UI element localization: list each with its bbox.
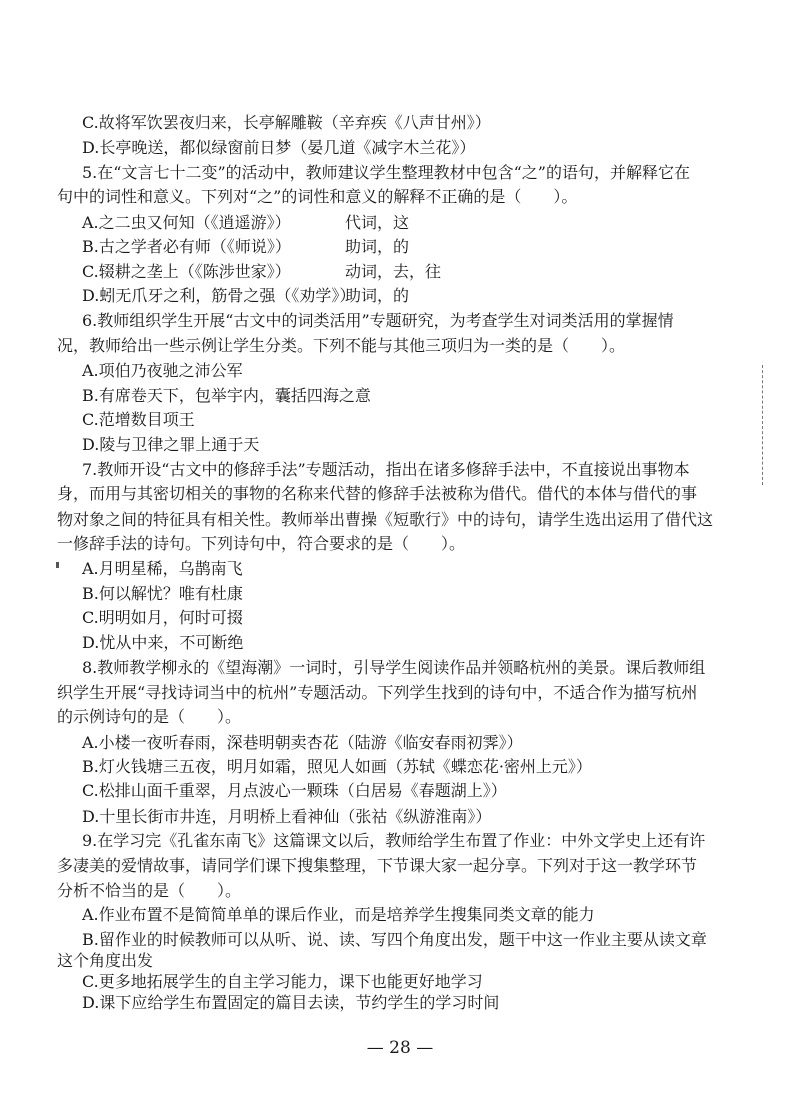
- q7-stem-line-1: 7.教师开设“古文中的修辞手法”专题活动，指出在诸多修辞手法中，不直接说出事物本: [82, 460, 690, 479]
- q9-option-d: D.课下应给学生布置固定的篇目去读，节约学生的学习时间: [82, 993, 500, 1012]
- q5-option-a: A.之二虫又何知（《逍遥游》）: [82, 213, 291, 232]
- q6-option-a: A.项伯乃夜驰之沛公军: [82, 361, 243, 380]
- q8-option-c: C.松排山面千重翠，月点波心一颗珠（白居易《春题湖上》）: [82, 781, 507, 800]
- q8-option-d: D.十里长街市井连，月明桥上看神仙（张祜《纵游淮南》）: [82, 807, 492, 826]
- q5-option-c-gloss: 动词，去，往: [345, 262, 442, 281]
- q7-stem-line-3: 物对象之间的特征具有相关性。教师举出曹操《短歌行》中的诗句，请学生选出运用了借代这: [57, 510, 714, 529]
- q9-option-b-line-1: B.留作业的时候教师可以从听、说、读、写四个角度出发，题干中这一作业主要从读文章: [82, 930, 707, 949]
- q5-stem-line-1: 5.在“文言七十二变”的活动中，教师建议学生整理教材中包含“之”的语句，并解释它在: [82, 163, 690, 182]
- q8-stem-line-2: 织学生开展“寻找诗词当中的杭州”专题活动。下列学生找到的诗句中，不适合作为描写杭州: [57, 683, 698, 702]
- q8-option-a: A.小楼一夜听春雨，深巷明朝卖杏花（陆游《临安春雨初霁》）: [82, 733, 523, 752]
- q7-option-a: A.月明星稀，乌鹊南飞: [82, 559, 243, 578]
- q5-option-d: D.蚓无爪牙之利，筋骨之强（《劝学》）: [82, 286, 356, 305]
- q4-option-c: C.故将军饮罢夜归来，长亭解雕鞍（辛弃疾《八声甘州》）: [82, 113, 491, 132]
- q7-option-d: D.忧从中来，不可断绝: [82, 633, 244, 652]
- q5-option-b-gloss: 助词，的: [345, 237, 410, 256]
- q7-option-c: C.明明如月，何时可掇: [82, 608, 243, 627]
- q5-option-d-gloss: 助词，的: [345, 286, 410, 305]
- q8-stem-line-1: 8.教师教学柳永的《望海潮》一词时，引导学生阅读作品并领略杭州的美景。课后教师组: [82, 658, 706, 677]
- binding-margin-mark: [762, 365, 764, 485]
- q4-option-d: D.长亭晚送，都似绿窗前日梦（晏几道《减字木兰花》）: [82, 138, 476, 157]
- q5-option-b: B.古之学者必有师（《师说》）: [82, 237, 291, 256]
- q5-option-c: C.辍耕之垄上（《陈涉世家》）: [82, 262, 291, 281]
- q9-stem-line-1: 9.在学习完《孔雀东南飞》这篇课文以后，教师给学生布置了作业：中外文学史上还有许: [82, 831, 706, 850]
- q5-stem-line-2: 句中的词性和意义。下列对“之”的词性和意义的解释不正确的是（ ）。: [57, 187, 578, 206]
- q6-stem-line-2: 况，教师给出一些示例让学生分类。下列不能与其他三项归为一类的是（ ）。: [57, 336, 626, 355]
- q8-stem-line-3: 的示例诗句的是（ ）。: [57, 707, 242, 726]
- q6-option-d: D.陵与卫律之罪上通于天: [82, 435, 260, 454]
- q8-option-b: B.灯火钱塘三五夜，明月如霜，照见人如画（苏轼《蝶恋花·密州上元》）: [82, 757, 592, 776]
- q9-option-b-line-2: 这个角度出发: [57, 951, 154, 970]
- q6-option-c: C.范增数目项王: [82, 410, 195, 429]
- page-number: — 28 —: [366, 1038, 434, 1058]
- q5-option-a-gloss: 代词，这: [345, 213, 410, 232]
- q9-option-a: A.作业布置不是简简单单的课后作业，而是培养学生搜集同类文章的能力: [82, 905, 595, 924]
- q7-stem-line-2: 身，而用与其密切相关的事物的名称来代替的修辞手法被称为借代。借代的本体与借代的事: [57, 484, 698, 503]
- scan-mark: [56, 562, 59, 568]
- q9-stem-line-2: 多凄美的爱情故事，请同学们课下搜集整理，下节课大家一起分享。下列对于这一教学环节: [57, 856, 698, 875]
- q6-option-b: B.有席卷天下，包举宇内，囊括四海之意: [82, 386, 371, 405]
- q9-option-c: C.更多地拓展学生的自主学习能力，课下也能更好地学习: [82, 972, 483, 991]
- q7-stem-line-4: 一修辞手法的诗句。下列诗句中，符合要求的是（ ）。: [57, 534, 466, 553]
- q7-option-b: B.何以解忧？唯有杜康: [82, 584, 243, 603]
- q9-stem-line-3: 分析不恰当的是（ ）。: [57, 881, 242, 900]
- q6-stem-line-1: 6.教师组织学生开展“古文中的词类活用”专题研究，为考查学生对词类活用的掌握情: [82, 311, 674, 330]
